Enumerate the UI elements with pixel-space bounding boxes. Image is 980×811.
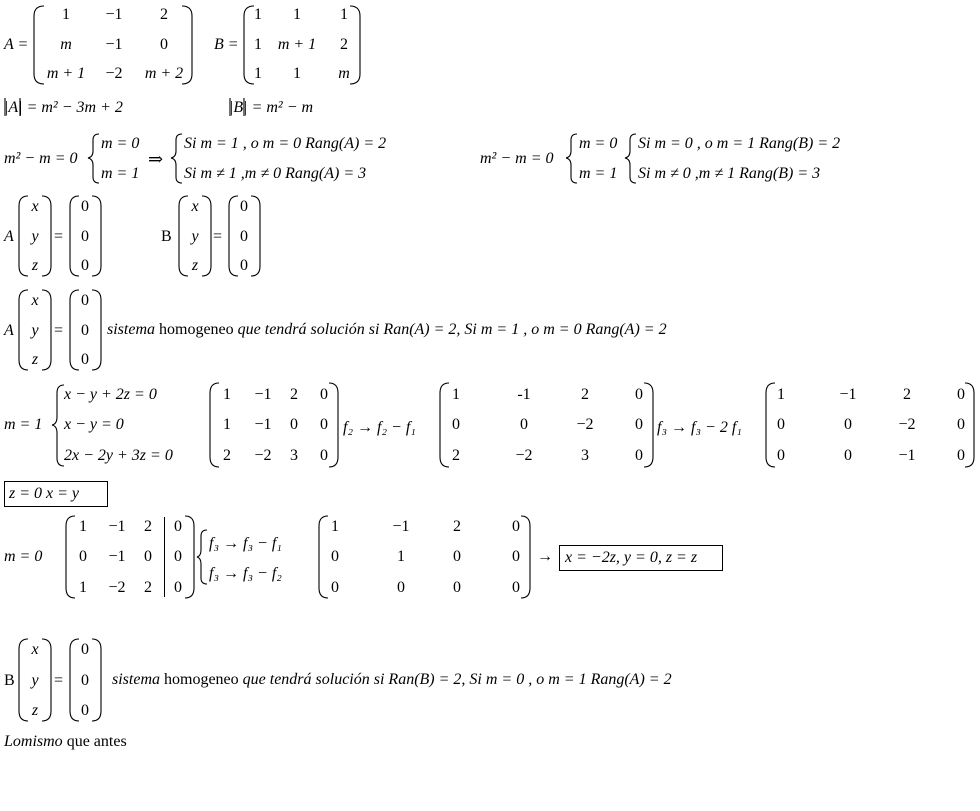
vector-entry: 0 xyxy=(81,672,89,689)
vector-entry: y xyxy=(31,322,39,339)
vector-entry: 0 xyxy=(81,641,89,658)
m1-mat3-cell: 0 xyxy=(777,416,785,433)
matrix-b-right-paren xyxy=(350,6,360,84)
m0-result-box xyxy=(559,545,723,571)
m0-label: m = 0 xyxy=(4,548,43,565)
m1-mat3-cell: 2 xyxy=(903,386,911,403)
cases-b-line: Si m ≠ 0 ,m ≠ 1 Rang(B) = 3 xyxy=(638,165,821,182)
equals-sign: = xyxy=(54,672,64,689)
vector-entry: x xyxy=(31,292,39,309)
m1-mat2-cell: -1 xyxy=(517,386,531,403)
m1-mat3-cell: 1 xyxy=(777,386,785,403)
matrix-a-cell: 2 xyxy=(160,6,168,23)
det-a: |A| = m² − 3m + 2 xyxy=(4,99,123,116)
m1-label: m = 1 xyxy=(4,416,43,433)
matrix-a-cell: −1 xyxy=(105,36,123,53)
m1-mat2-cell: 0 xyxy=(520,416,528,433)
statement-word: sistema xyxy=(107,321,155,338)
m1-mat1-cell: −1 xyxy=(254,386,272,403)
matrix-a-cell: −1 xyxy=(105,6,123,23)
equals-sign: = xyxy=(54,228,64,245)
vector-entry: y xyxy=(31,672,39,689)
vector-entry: x xyxy=(31,198,39,215)
matrix-a-cell: 0 xyxy=(160,36,168,53)
closing-word: que antes xyxy=(66,733,127,750)
equals-sign: = xyxy=(213,228,223,245)
matrix-a-label: A = xyxy=(4,36,29,53)
m1-mat3-cell: −2 xyxy=(898,416,916,433)
m1-mat2-cell: 1 xyxy=(452,386,460,403)
m0-mat2-cell: 2 xyxy=(453,518,461,535)
m1-mat3-cell: −1 xyxy=(839,386,857,403)
cases-a-line: Si m = 1 , o m = 0 Rang(A) = 2 xyxy=(184,135,387,152)
m0-mat2-cell: 0 xyxy=(512,548,520,565)
statement-word: sistema xyxy=(112,671,160,688)
m1-equation: 2x − 2y + 3z = 0 xyxy=(64,447,173,464)
m1-mat2-cell: 2 xyxy=(581,386,589,403)
vector-entry: x xyxy=(191,198,199,215)
system-b-letter: B xyxy=(4,672,15,689)
vector-entry: 0 xyxy=(81,351,89,368)
vector-entry: 0 xyxy=(81,257,89,274)
m1-mat2-cell: 2 xyxy=(452,447,460,464)
matrix-b-cell: 1 xyxy=(254,65,262,82)
closing-line xyxy=(4,734,127,750)
m1-mat3-cell: 0 xyxy=(777,447,785,464)
matrix-b-cell: 1 xyxy=(254,36,262,53)
matrix-b-left-paren xyxy=(244,6,254,84)
m1-mat1-cell: 2 xyxy=(223,447,231,464)
vector-entry: 0 xyxy=(81,322,89,339)
m1-mat3-cell: 0 xyxy=(957,416,965,433)
m1-mat1-cell: −1 xyxy=(254,416,272,433)
m0-mat2-cell: 0 xyxy=(397,579,405,596)
brace-roots-a xyxy=(88,134,99,183)
vector-entry: 0 xyxy=(240,198,248,215)
brace-equations-m1 xyxy=(52,385,64,466)
m0-mat1-cell: −1 xyxy=(108,548,126,565)
augmented-divider xyxy=(164,517,165,597)
vector-entry: 0 xyxy=(81,198,89,215)
vector-entry: x xyxy=(31,641,39,658)
statement-tail: que tendrá solución si Ran(A) = 2, Si m = 1 , o m = 0 Rang(A) = 2 xyxy=(237,321,667,338)
m1-mat1-cell: 3 xyxy=(290,447,298,464)
m1-mat2-cell: −2 xyxy=(515,447,533,464)
cases-a-line: Si m ≠ 1 ,m ≠ 0 Rang(A) = 3 xyxy=(184,165,367,182)
vector-entry: z xyxy=(31,257,39,274)
system-a-letter: A xyxy=(4,228,14,245)
det-b: |B| = m² − m xyxy=(229,99,314,116)
m0-mat1-cell: 1 xyxy=(79,518,87,535)
m1-result-box xyxy=(4,481,108,507)
cases-a-lhs: m² − m = 0 xyxy=(4,150,78,167)
cases-b-line: Si m = 0 , o m = 1 Rang(B) = 2 xyxy=(638,135,841,152)
m1-mat1-cell: 1 xyxy=(223,416,231,433)
matrix-a-cell: m + 1 xyxy=(46,65,86,82)
matrix-b-cell: 1 xyxy=(293,6,301,23)
matrix-b-cell: m + 1 xyxy=(277,36,317,53)
m1-equation: x − y + 2z = 0 xyxy=(64,386,157,403)
m0-mat2-cell: 1 xyxy=(331,518,339,535)
m0-mat2-cell: 0 xyxy=(512,579,520,596)
m0-mat1-cell: 1 xyxy=(79,579,87,596)
m1-mat1-cell: 2 xyxy=(290,386,298,403)
matrix-a-cell: −2 xyxy=(105,65,123,82)
m1-mat1-cell: −2 xyxy=(254,447,272,464)
statement-word: homogeneo xyxy=(159,321,234,338)
vector-entry: z xyxy=(31,702,39,719)
matrix-a-right-paren xyxy=(182,6,192,84)
m0-mat1-cell: 0 xyxy=(144,548,152,565)
m1-mat3-cell: 0 xyxy=(957,386,965,403)
brace-cases-a xyxy=(171,134,182,183)
m1-mat3-cell: 0 xyxy=(844,416,852,433)
m0-result: x = −2z, y = 0, z = z xyxy=(565,549,698,566)
matrix-b-cell: 1 xyxy=(293,65,301,82)
m1-mat1-cell: 0 xyxy=(320,416,328,433)
vector-entry: 0 xyxy=(81,702,89,719)
m0-mat1-cell: 0 xyxy=(79,548,87,565)
cases-b-root: m = 0 xyxy=(579,135,618,152)
m0-mat1-cell: 0 xyxy=(174,579,182,596)
system-a-letter: A xyxy=(4,322,14,339)
vector-entry: 0 xyxy=(81,292,89,309)
matrix-a-cell: 1 xyxy=(62,6,70,23)
m0-mat1-cell: 2 xyxy=(144,579,152,596)
matrix-b-cell: 1 xyxy=(340,6,348,23)
system-a-statement xyxy=(107,322,667,338)
cases-a-root: m = 0 xyxy=(101,135,140,152)
brace-cases-b xyxy=(625,134,636,183)
statement-tail: que tendrá solución si Ran(B) = 2, Si m = 0 , o m = 1 Rang(A) = 2 xyxy=(242,671,672,688)
m0-mat1-cell: 0 xyxy=(174,548,182,565)
m1-mat1-cell: 0 xyxy=(290,416,298,433)
m0-mat1-cell: 0 xyxy=(174,518,182,535)
m1-mat2-cell: −2 xyxy=(576,416,594,433)
m1-row-op-1: f₂ → f₂ − f₁ xyxy=(343,419,416,436)
matrix-b-label: B = xyxy=(214,36,239,53)
statement-word: homogeneo xyxy=(164,671,239,688)
m1-mat1-cell: 0 xyxy=(320,447,328,464)
m0-mat1-cell: −1 xyxy=(108,518,126,535)
m0-mat2-cell: 0 xyxy=(512,518,520,535)
m0-mat2-cell: 1 xyxy=(397,548,405,565)
m1-mat3-cell: −1 xyxy=(898,447,916,464)
m0-mat2-cell: 0 xyxy=(453,548,461,565)
m1-mat2-cell: 0 xyxy=(635,386,643,403)
brace-roots-b xyxy=(566,134,577,183)
vector-entry: y xyxy=(31,228,39,245)
cases-a-root: m = 1 xyxy=(101,165,140,182)
m0-mat2-cell: 0 xyxy=(331,579,339,596)
system-b-statement xyxy=(112,672,672,688)
m1-mat2-cell: 3 xyxy=(581,447,589,464)
vector-entry: z xyxy=(31,351,39,368)
m1-mat3-cell: 0 xyxy=(957,447,965,464)
matrix-a-left-paren xyxy=(34,6,44,84)
m1-mat2-cell: 0 xyxy=(635,416,643,433)
implies-arrow: ⇒ xyxy=(148,149,164,169)
vector-entry: y xyxy=(191,228,199,245)
m1-mat3-cell: 0 xyxy=(844,447,852,464)
m1-row-op-2: f₃ → f₃ − 2 f₁ xyxy=(657,419,742,436)
m0-mat2-cell: 0 xyxy=(453,579,461,596)
matrix-a-cell: m + 2 xyxy=(144,65,184,82)
m1-mat2-cell: 0 xyxy=(635,447,643,464)
cases-b-lhs: m² − m = 0 xyxy=(480,150,554,167)
vector-entry: 0 xyxy=(240,228,248,245)
matrix-b-cell: m xyxy=(338,65,350,82)
m0-row-op: f₃ → f₃ − f₂ xyxy=(209,565,282,582)
vector-entry: 0 xyxy=(240,257,248,274)
m1-mat2-cell: 0 xyxy=(452,416,460,433)
matrix-b-cell: 1 xyxy=(254,6,262,23)
m1-mat1-cell: 0 xyxy=(320,386,328,403)
closing-word: Lomismo xyxy=(4,733,63,750)
m0-mat1-cell: −2 xyxy=(108,579,126,596)
vector-entry: z xyxy=(191,257,199,274)
m1-equation: x − y = 0 xyxy=(64,416,124,433)
equals-sign: = xyxy=(54,322,64,339)
vector-entry: 0 xyxy=(81,228,89,245)
m1-mat1-cell: 1 xyxy=(223,386,231,403)
m0-arrow: → xyxy=(537,548,553,565)
cases-b-root: m = 1 xyxy=(579,165,618,182)
m0-row-op: f₃ → f₃ − f₁ xyxy=(209,535,282,552)
m1-result: z = 0 x = y xyxy=(9,485,80,502)
matrix-b-cell: 2 xyxy=(340,36,348,53)
m0-mat1-cell: 2 xyxy=(144,518,152,535)
system-b-letter: B xyxy=(161,228,172,245)
m0-mat2-cell: 0 xyxy=(331,548,339,565)
m0-mat2-cell: −1 xyxy=(392,518,410,535)
matrix-a-cell: m xyxy=(60,36,72,53)
